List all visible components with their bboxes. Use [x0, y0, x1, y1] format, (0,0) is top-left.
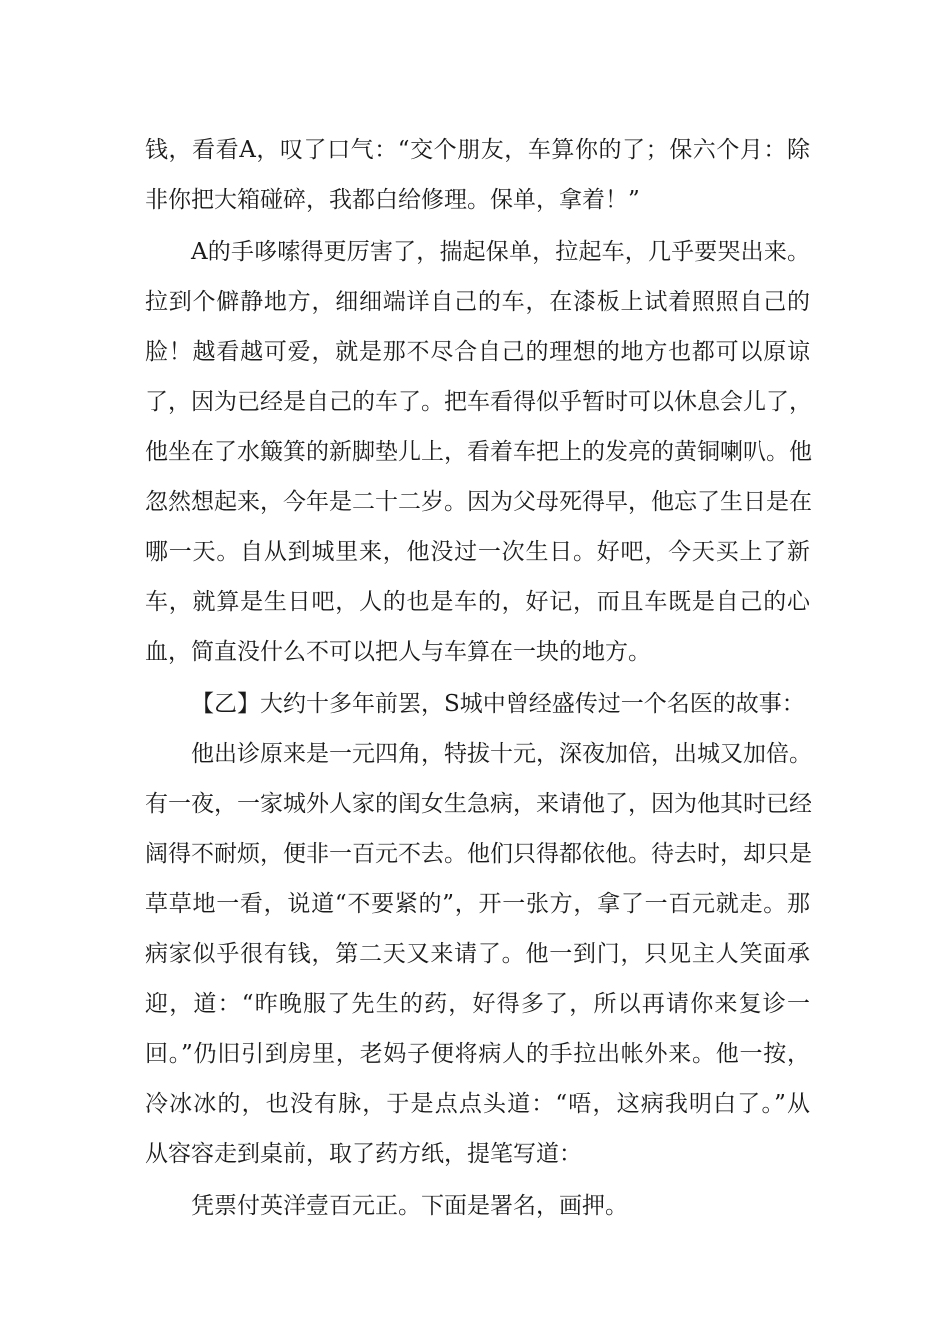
text-line: 迎，道：“昨晚服了先生的药，好得多了，所以再请你来复诊一 — [145, 991, 810, 1017]
section-heading-line: 【乙】大约十多年前罢，S城中曾经盛传过一个名医的故事： — [191, 691, 805, 717]
text-line: 钱，看看A，叹了口气：“交个朋友，车算你的了；保六个月：除 — [145, 137, 810, 163]
text-line: 车，就算是生日吧，人的也是车的，好记，而且车既是自己的心 — [145, 589, 810, 615]
text-line: 非你把大箱碰碎，我都白给修理。保单，拿着！” — [145, 187, 640, 213]
text-line: 凭票付英洋壹百元正。下面是署名，画押。 — [191, 1193, 628, 1219]
text-line: 拉到个僻静地方，细细端详自己的车，在漆板上试着照照自己的 — [145, 289, 810, 315]
text-line: 草草地一看，说道“不要紧的”，开一张方，拿了一百元就走。那 — [145, 891, 810, 917]
text-line: 脸！越看越可爱，就是那不尽合自己的理想的地方也都可以原谅 — [145, 339, 810, 365]
text-line: 他坐在了水簸箕的新脚垫儿上，看着车把上的发亮的黄铜喇叭。他 — [145, 439, 812, 465]
text-line: 阔得不耐烦，便非一百元不去。他们只得都依他。待去时，却只是 — [145, 841, 812, 867]
text-line: 从容容走到桌前，取了药方纸，提笔写道： — [145, 1141, 582, 1167]
text-line: 他出诊原来是一元四角，特拔十元，深夜加倍，出城又加倍。 — [191, 741, 812, 767]
text-line: 回。”仍旧引到房里，老妈子便将病人的手拉出帐外来。他一按， — [145, 1041, 810, 1067]
text-line: 有一夜，一家城外人家的闺女生急病，来请他了，因为他其时已经 — [145, 791, 812, 817]
text-line: 忽然想起来，今年是二十二岁。因为父母死得早，他忘了生日是在 — [145, 489, 812, 515]
text-line: 冷冰冰的，也没有脉，于是点点头道：“唔，这病我明白了。”从 — [145, 1091, 810, 1117]
text-line: 哪一天。自从到城里来，他没过一次生日。好吧，今天买上了新 — [145, 539, 810, 565]
text-line: A的手哆嗦得更厉害了，揣起保单，拉起车，几乎要哭出来。 — [191, 239, 810, 265]
text-line: 了，因为已经是自己的车了。把车看得似乎暂时可以休息会儿了， — [145, 389, 812, 415]
text-line: 血，简直没什么不可以把人与车算在一块的地方。 — [145, 639, 651, 665]
text-line: 病家似乎很有钱，第二天又来请了。他一到门，只见主人笑面承 — [145, 941, 810, 967]
